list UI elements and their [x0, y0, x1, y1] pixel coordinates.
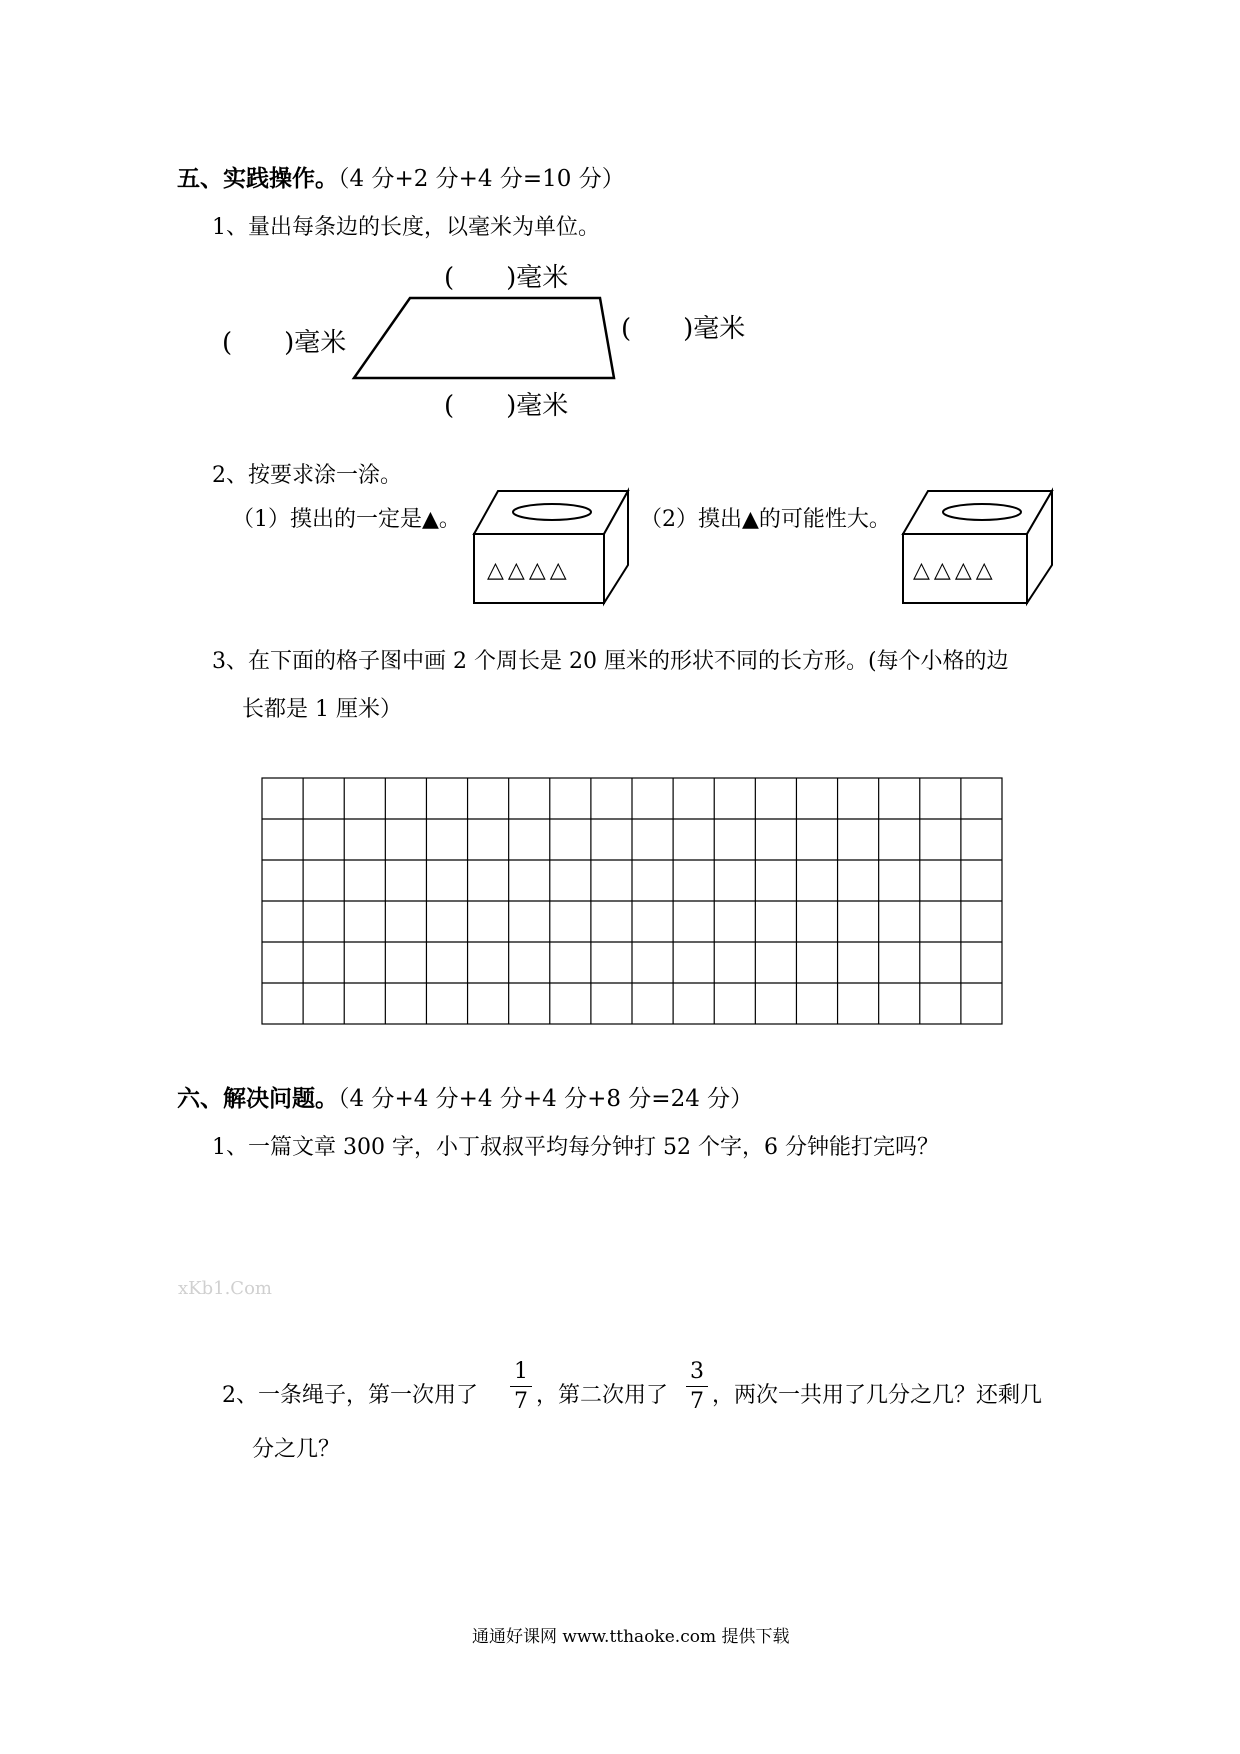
question-5-2: 2、按要求涂一涂。	[212, 463, 402, 488]
question-5-3-line-1: 3、在下面的格子图中画 2 个周长是 20 厘米的形状不同的长方形。(每个小格的边	[212, 649, 1009, 674]
label-right-side: ( )毫米	[621, 314, 746, 344]
section-6-heading	[177, 1080, 753, 1113]
question-5-1: 1、量出每条边的长度，以毫米为单位。	[212, 215, 600, 240]
label-top-side: ( )毫米	[444, 263, 569, 293]
question-5-2-part-1: （1）摸出的一定是▲。	[232, 507, 461, 532]
question-5-3-line-2: 长都是 1 厘米）	[242, 697, 402, 722]
box-1-triangles: △△△△	[487, 558, 571, 583]
watermark: xKb1.Com	[178, 1278, 272, 1299]
fraction-2-denominator: 7	[690, 1389, 704, 1414]
grid-paper	[262, 778, 1002, 1024]
fraction-3-7	[686, 1358, 708, 1417]
box-2-triangles: △△△△	[913, 558, 997, 583]
question-6-2-line-2: 分之几？	[252, 1437, 341, 1462]
fraction-1-7	[510, 1358, 532, 1417]
trapezoid-shape	[354, 298, 614, 378]
section-5-title: 五、实践操作。	[177, 165, 338, 192]
label-left-side: ( )毫米	[222, 328, 347, 358]
section-6-title: 六、解决问题。	[177, 1085, 338, 1112]
question-6-2-part-c: ，两次一共用了几分之几？还剩几	[712, 1383, 1043, 1408]
question-6-1: 1、一篇文章 300 字，小丁叔叔平均每分钟打 52 个字，6 分钟能打完吗？	[212, 1135, 939, 1160]
question-6-2-part-a: 2、一条绳子，第一次用了	[222, 1383, 478, 1408]
question-6-2-part-b: ，第二次用了	[536, 1383, 669, 1408]
question-5-2-part-2: （2）摸出▲的可能性大。	[640, 507, 891, 532]
fraction-2-numerator: 3	[686, 1358, 708, 1387]
page-footer: 通通好课网 www.tthaoke.com 提供下载	[472, 1627, 790, 1647]
section-6-score: （4 分+4 分+4 分+4 分+8 分=24 分）	[338, 1086, 754, 1112]
section-5-score: （4 分+2 分+4 分=10 分）	[338, 166, 625, 192]
fraction-1-denominator: 7	[514, 1389, 528, 1414]
box-1	[474, 491, 628, 603]
label-bottom-side: ( )毫米	[444, 391, 569, 421]
fraction-1-numerator: 1	[510, 1358, 532, 1387]
box-2	[903, 491, 1052, 603]
